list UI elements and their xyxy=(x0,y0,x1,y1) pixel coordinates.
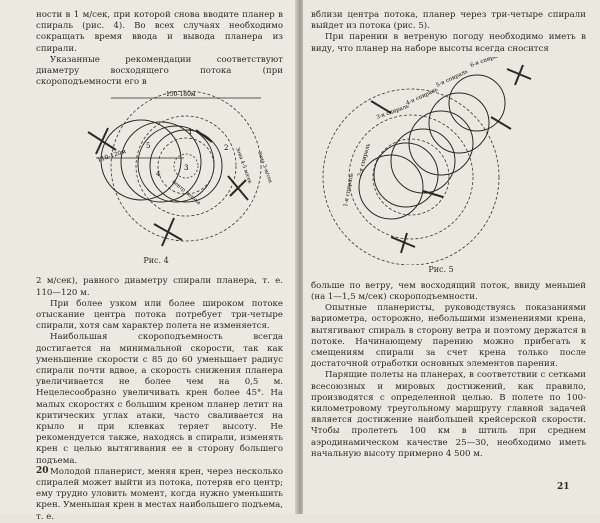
left-para-2: 2 м/сек), равного диаметру спирали планера, т. е. 110—120 м. xyxy=(36,276,283,298)
right-para-2: больше по ветру, чем восходящий поток, ввиду меньшей (на 1—1,5 м/сек) скороподъемности. xyxy=(311,280,586,303)
fig4-num-5: 5 xyxy=(146,142,151,151)
figure-4-caption: Рис. 4 xyxy=(143,256,169,266)
fig5-label-6: 6-я спираль xyxy=(469,56,504,69)
figure-5-caption: Рис. 5 xyxy=(428,264,454,274)
fig4-num-4: 4 xyxy=(156,170,161,179)
left-para-3: При более узком или более широком потоке отыскание центра потока потребует три-четыре спирали, хотя сам характер полета не изменяется. xyxy=(36,298,283,332)
right-para-3: Опытные планеристы, руководствуясь показаниями вариометра, осторожно, небольшими изменениями крена, вытягивают спираль в сторону ветра и поэтому держатся в потоке. Начинающему парению можно прибегать к смещениям спирали за счет крена только после достаточной отработки основных элементов парения. xyxy=(311,303,586,370)
right-para-1: При парении в ветреную погоду необходимо иметь в виду, что планер на наборе высоты всегда сносится xyxy=(311,32,586,54)
fig4-num-2: 2 xyxy=(224,144,229,153)
left-para-5: Молодой планерист, меняя крен, через несколько спиралей может выйти из потока, потеряв его центр; ему трудно уловить момент, когда нужно уменьшить крен. Уменьшая крен в местах наибольшего подъема, т. е. xyxy=(36,466,283,522)
fig4-center-label: центр потока xyxy=(170,179,202,207)
fig5-label-5: 5-я спираль xyxy=(435,68,469,89)
fig5-label-1: 1-я спираль xyxy=(343,172,355,208)
left-top-text: ности в 1 м/сек, при которой снова вводите планер в спираль (рис. 4). Во всех случаях необходимо сокращать время ввода и вывода планера из спирали. xyxy=(36,10,283,54)
fig4-label-150: 150-180м xyxy=(166,91,196,99)
left-para-1: Указанные рекомендации соответствуют диаметру восходящего потока (при скороподъемности его в xyxy=(36,54,283,88)
fig5-label-4: 4-я спираль xyxy=(405,86,439,107)
left-para-4: Наибольшая скороподъемность всегда достигается на минимальной скорости, так как уменьшение скорости с 85 до 60 уменьшает радиус спирали почти вдвое, а скорость снижения планера увеличивается не более чем на 0,5 м. Нецелесообразно увеличивать крен более 45°. На малых скоростях с большим креном планер летит на критических углах атаки, часто сваливается на крыло и при клевках теряет высоту. Не рекомендуется также, находясь в спирали, изменять крен с целью вытягивания ее в сторону большего подъема. xyxy=(36,332,283,466)
fig4-label-110: 110-120м xyxy=(96,148,127,165)
figure-5-diagram xyxy=(311,57,551,265)
right-para-4: Парящие полеты на планерах, в соответствии с сетками всесоюзных и мировых достижений, как правило, производятся с определенной целью. В полете по 100-километровому треугольному маршруту главной задачей является достижение наибольшей крейсерской скорости. Чтобы пролететь 100 км в штиль при среднем аэродинамическом качестве 25—30, необходимо иметь начальную высоту примерно 4 500 м. xyxy=(311,370,586,459)
left-page-number: 20 xyxy=(36,466,49,476)
fig5-label-3: 3-я спираль xyxy=(375,103,410,121)
fig4-zone-3: Зона 3-м/сек xyxy=(256,151,274,185)
figure-5 xyxy=(311,57,586,279)
fig4-num-1: 1 xyxy=(188,128,193,137)
fig5-label-2: 2-я спираль xyxy=(357,142,372,178)
fig4-num-3: 3 xyxy=(184,164,189,173)
right-page xyxy=(303,0,600,514)
right-page-number: 21 xyxy=(557,482,570,492)
fig4-zone-45: Зона 4-5 м/сек xyxy=(234,147,253,185)
figure-4-diagram xyxy=(36,90,283,256)
figure-4 xyxy=(36,90,283,268)
left-page xyxy=(0,0,297,522)
right-top-text: вблизи центра потока, планер через три-четыре спирали выйдет из потока (рис. 5). xyxy=(311,10,586,32)
